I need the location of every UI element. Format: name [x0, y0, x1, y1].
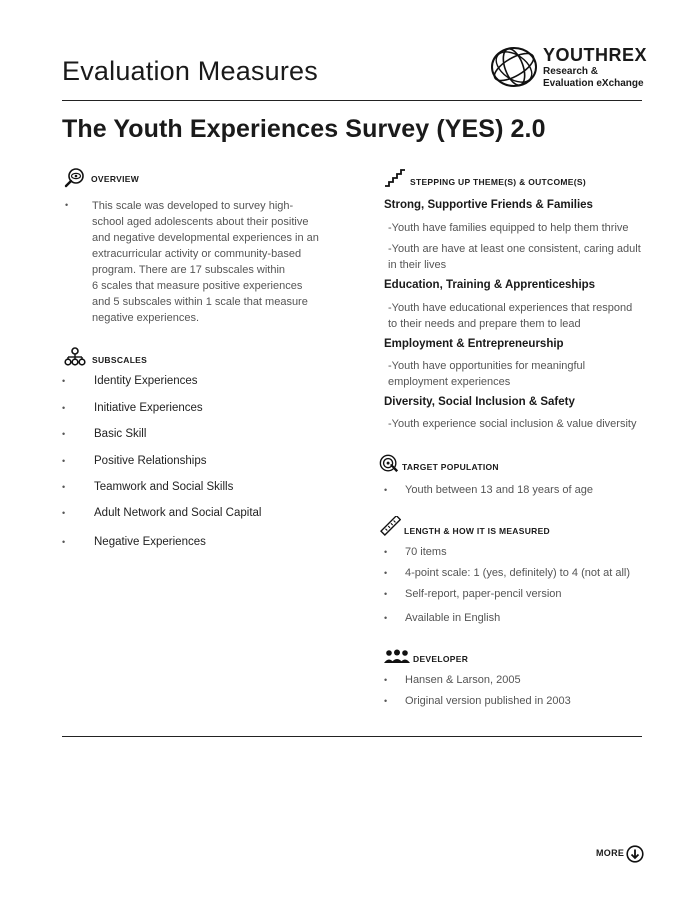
hierarchy-icon [64, 347, 86, 367]
overview-line: 6 scales that measure positive experiences [92, 280, 303, 292]
developer-item: Original version published in 2003 [405, 695, 571, 707]
subscales-heading: SUBSCALES [92, 355, 148, 365]
document-title: The Youth Experiences Survey (YES) 2.0 [62, 115, 546, 143]
list-item: • Identity Experiences [62, 375, 198, 387]
list-item: • Youth between 13 and 18 years of age [384, 484, 593, 496]
developer-item: Hansen & Larson, 2005 [405, 674, 521, 686]
subscale-label: Adult Network and Social Capital [94, 507, 262, 519]
theme-outcome: -Youth have opportunities for meaningful [388, 360, 586, 372]
subscale-label: Negative Experiences [94, 536, 206, 548]
theme-title: Employment & Entrepreneurship [384, 338, 564, 350]
length-item: 4-point scale: 1 (yes, definitely) to 4 (not at all) [405, 567, 630, 579]
people-group-icon [384, 649, 410, 665]
list-item: • 70 items [384, 546, 447, 558]
header-divider [62, 100, 642, 101]
logo-name: YOUTHREX [543, 45, 648, 65]
logo-subtitle-1: Research & [543, 66, 599, 77]
target-population-heading: TARGET POPULATION [402, 462, 499, 472]
overview-line: negative experiences. [92, 312, 200, 324]
theme-title: Diversity, Social Inclusion & Safety [384, 396, 575, 408]
footer-divider [62, 736, 642, 737]
list-item: • Original version published in 2003 [384, 695, 571, 707]
ruler-pencil-icon [379, 516, 401, 536]
length-item: Self-report, paper-pencil version [405, 588, 562, 600]
list-item: • Positive Relationships [62, 455, 207, 467]
list-item: • 4-point scale: 1 (yes, definitely) to 4 (not at all) [384, 567, 630, 579]
subscale-label: Teamwork and Social Skills [94, 481, 234, 493]
theme-outcome: -Youth have educational experiences that respond [388, 302, 633, 314]
list-item: • Teamwork and Social Skills [62, 481, 234, 493]
theme-outcome: -Youth are have at least one consistent, caring adult [388, 243, 641, 255]
overview-line: extracurricular activity or community-based [92, 248, 302, 260]
list-item: • Basic Skill [62, 428, 147, 440]
overview-line: and negative developmental experiences in an [92, 232, 319, 244]
theme-outcome: -Youth experience social inclusion & value diversity [388, 418, 637, 430]
length-item: Available in English [405, 612, 501, 624]
theme-outcome: -Youth have families equipped to help them thrive [388, 222, 629, 234]
logo-subtitle-2: Evaluation eXchange [543, 78, 644, 89]
list-item: • Hansen & Larson, 2005 [384, 674, 521, 686]
list-item: • Initiative Experiences [62, 402, 203, 414]
subscale-label: Initiative Experiences [94, 402, 203, 414]
theme-outcome: in their lives [388, 259, 447, 271]
theme-outcome: employment experiences [388, 376, 511, 388]
stepping-up-heading: STEPPING UP THEME(S) & OUTCOME(S) [410, 177, 586, 187]
theme-title: Education, Training & Apprenticeships [384, 279, 596, 291]
target-hand-icon [378, 454, 400, 474]
overview-line: school aged adolescents about their positive [92, 216, 309, 228]
theme-title: Strong, Supportive Friends & Families [384, 199, 593, 211]
magnifier-eye-icon [64, 168, 86, 188]
subscale-label: Basic Skill [94, 428, 147, 440]
globe-logo-icon [488, 44, 540, 90]
stairs-icon [384, 168, 406, 188]
subscale-label: Identity Experiences [94, 375, 198, 387]
arrow-down-circle-icon[interactable] [626, 845, 644, 863]
length-heading: LENGTH & HOW IT IS MEASURED [404, 526, 550, 536]
list-item: • Available in English [384, 612, 501, 624]
overview-line: and 5 subscales within 1 scale that measure [92, 296, 308, 308]
page-header-title: Evaluation Measures [62, 56, 318, 86]
list-item: • Adult Network and Social Capital [62, 507, 262, 519]
more-link[interactable]: MORE [596, 848, 625, 858]
list-item: • Self-report, paper-pencil version [384, 588, 562, 600]
length-item: 70 items [405, 546, 447, 558]
list-item: • Negative Experiences [62, 536, 206, 548]
developer-heading: DEVELOPER [413, 654, 469, 664]
target-population-text: Youth between 13 and 18 years of age [405, 484, 593, 496]
overview-line: program. There are 17 subscales within [92, 264, 286, 276]
overview-heading: OVERVIEW [91, 174, 140, 184]
overview-line: This scale was developed to survey high- [92, 200, 294, 212]
overview-text [92, 198, 342, 326]
subscale-label: Positive Relationships [94, 455, 207, 467]
overview-bullet: • [65, 200, 69, 210]
theme-outcome: to their needs and prepare them to lead [388, 318, 581, 330]
